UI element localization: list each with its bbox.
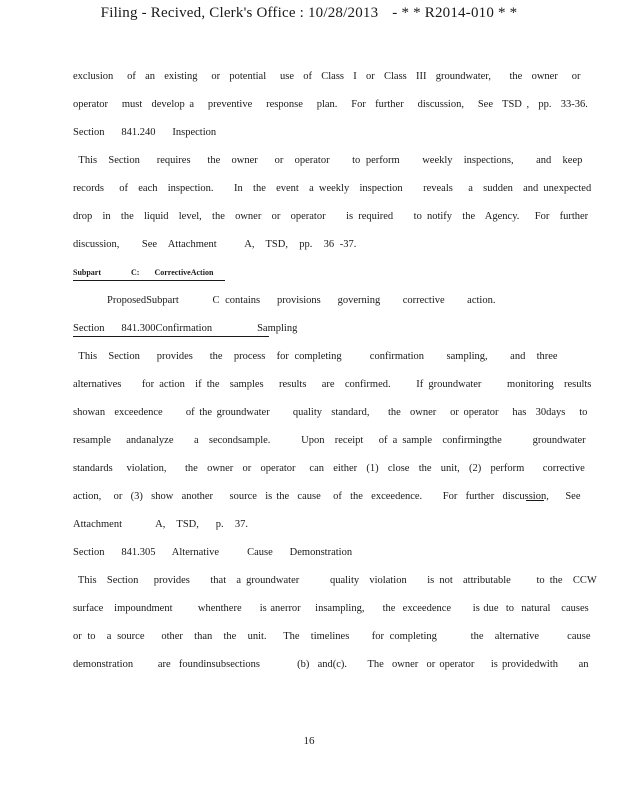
body-line: records of each inspection. In the event a weekly inspection reveals a sudden and unexpected [73,183,592,194]
heading-underline [73,336,269,337]
heading-underline [73,280,225,281]
body-line: discussion, See Attachment A, TSD, pp. 36 -37. [73,239,357,250]
docket-number: - * * R2014-010 * * [392,5,518,21]
body-line: surface impoundment whenthere is anerror insampling, the exceedence is due to natural causes [73,603,589,614]
body-line: standards violation, the owner or operator can either (1) close the unit, (2) perform corrective [73,463,585,474]
body-line: drop in the liquid level, the owner or operator is required to notify the Agency. For further [73,211,589,222]
filing-stamp: Filing - Recived, Clerk's Office : 10/28/2013 [100,5,379,21]
section-heading-841-240: Section 841.240 Inspection [73,127,217,138]
body-line: This Section provides that a groundwater quality violation is not attributable to the CCW [73,575,597,586]
body-line: exclusion of an existing or potential use of Class I or Class III groundwater, the owner or [73,71,581,82]
page-number: 16 [303,735,315,747]
body-line: This Section provides the process for completing confirmation sampling, and three [73,351,558,362]
body-line: operator must develop a preventive response plan. For further discussion, See TSD , pp. 33-36. [73,99,588,110]
body-line: or to a source other than the unit. The timelines for completing the alternative cause [73,631,591,642]
body-line: action, or (3) show another source is the cause of the exceedence. For further discussion, See [73,491,581,502]
body-line: alternatives for action if the samples results are confirmed. If groundwater monitoring results [73,379,592,390]
section-heading-841-300: Section 841.300Confirmation Sampling [73,323,298,334]
filing-header [0,5,618,22]
body-line: This Section requires the owner or operator to perform weekly inspections, and keep [73,155,583,166]
body-line: demonstration are foundinsubsections (b) and(c). The owner or operator is providedwith an [73,659,589,670]
section-heading-841-305: Section 841.305 Alternative Cause Demonstration [73,547,353,558]
subpart-c-heading: Subpart C: CorrectiveAction [73,268,214,277]
blank-underline [526,500,544,501]
body-line: Attachment A, TSD, p. 37. [73,519,249,530]
body-line: resample andanalyze a secondsample. Upon receipt of a sample confirmingthe groundwater [73,435,586,446]
body-line: ProposedSubpart C contains provisions governing corrective action. [107,295,496,306]
body-line: showan exceedence of the groundwater quality standard, the owner or operator has 30days to [73,407,588,418]
